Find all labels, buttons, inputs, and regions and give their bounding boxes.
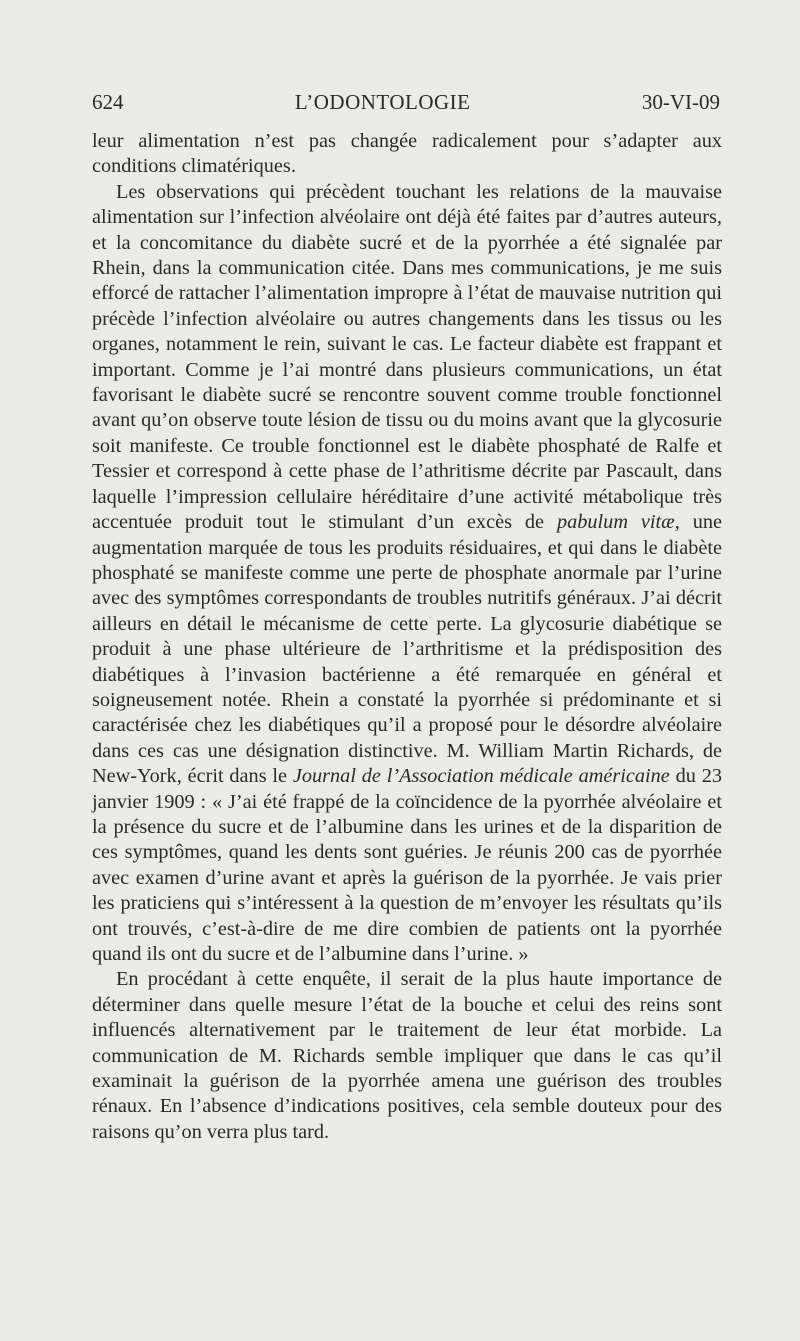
italic-text: pabulum vitæ xyxy=(556,511,675,534)
body-text xyxy=(92,129,722,1145)
issue-date: 30-VI-09 xyxy=(641,90,720,114)
italic-text: Journal de l’Association médicale américaine xyxy=(292,765,670,788)
text-segment: Les observations qui précèdent touchant les relations de la mauvaise alimentation sur l’infection alvéolaire ont déjà été faites par d’autres auteurs, et la concomitance du diabète sucré et de la pyorrhée a été signalée par Rhein, dans la communication citée. Dans mes communications, je me suis efforcé de rattacher l’alimentation impropre à l’état de mauvaise nutrition qui précède l’infection alvéolaire ou autres changements dans les tissus ou les organes, notamment le rein, suivant le cas. Le facteur diabète est frappant et important. Comme je l’ai montré dans plusieurs communications, un état favorisant le diabète sucré se rencontre souvent comme trouble fonctionnel avant qu’on observe toute lésion de tissu ou du moins avant que la glycosurie soit manifeste. Ce trouble fonctionnel est le diabète phosphaté de Ralfe et Tessier et correspond à cette phase de l’athritisme décrite par Pascault, dans laquelle l’impression cellulaire héréditaire d’une activité métabolique très accentuée produit tout le stimulant d’un excès de xyxy=(92,180,722,534)
paragraph xyxy=(92,967,722,1145)
text-segment: du 23 janvier 1909 : « J’ai été frappé de la coïncidence de la pyorrhée alvéolaire et la présence du sucre et de l’albumine dans les urines et de la disparition de ces symptômes, quand les dents sont guéries. Je réunis 200 cas de pyorrhée avec examen d’urine avant et après la guérison de la pyorrhée. Je vais prier les praticiens qui s’intéressent à la question de m’envoyer les résultats qu’ils ont trouvés, c’est-à-dire de me dire combien de patients ont la pyorrhée quand ils ont du sucre et de l’albumine dans l’urine. » xyxy=(92,765,722,965)
paragraph xyxy=(92,129,722,180)
journal-title: L’ODONTOLOGIE xyxy=(294,90,471,114)
paragraph xyxy=(92,180,722,968)
text-segment: , une augmentation marquée de tous les produits résiduaires, et qui dans le diabète phosphaté se manifeste comme une perte de phosphate anormale par l’urine avec des symptômes correspondants de troubles nutritifs généraux. J’ai décrit ailleurs en détail le mécanisme de cette perte. La glycosurie diabétique se produit à une phase ultérieure de l’arthritisme et la prédisposition des diabétiques à l’invasion bactérienne a été remarquée en général et soigneusement notée. Rhein a constaté la pyorrhée si prédominante et si caractérisée chez les diabétiques qu’il a proposé pour le désordre alvéolaire dans ces cas une désignation distinctive. M. William Martin Richards, de New-York, écrit dans le xyxy=(92,511,722,788)
text-segment: leur alimentation n’est pas changée radicalement pour s’adapter aux conditions climatériques. xyxy=(92,130,722,178)
page-number: 624 xyxy=(92,90,124,114)
text-segment: En procédant à cette enquête, il serait de la plus haute importance de déterminer dans quelle mesure l’état de la bouche et celui des reins sont influencés alternativement par le traitement de leur état morbide. La communication de M. Richards semble impliquer que dans le cas qu’il examinait la guérison de la pyorrhée amena une guérison des troubles rénaux. En l’absence d’indications positives, cela semble douteux pour des raisons qu’on verra plus tard. xyxy=(92,968,722,1143)
running-header xyxy=(92,90,720,120)
